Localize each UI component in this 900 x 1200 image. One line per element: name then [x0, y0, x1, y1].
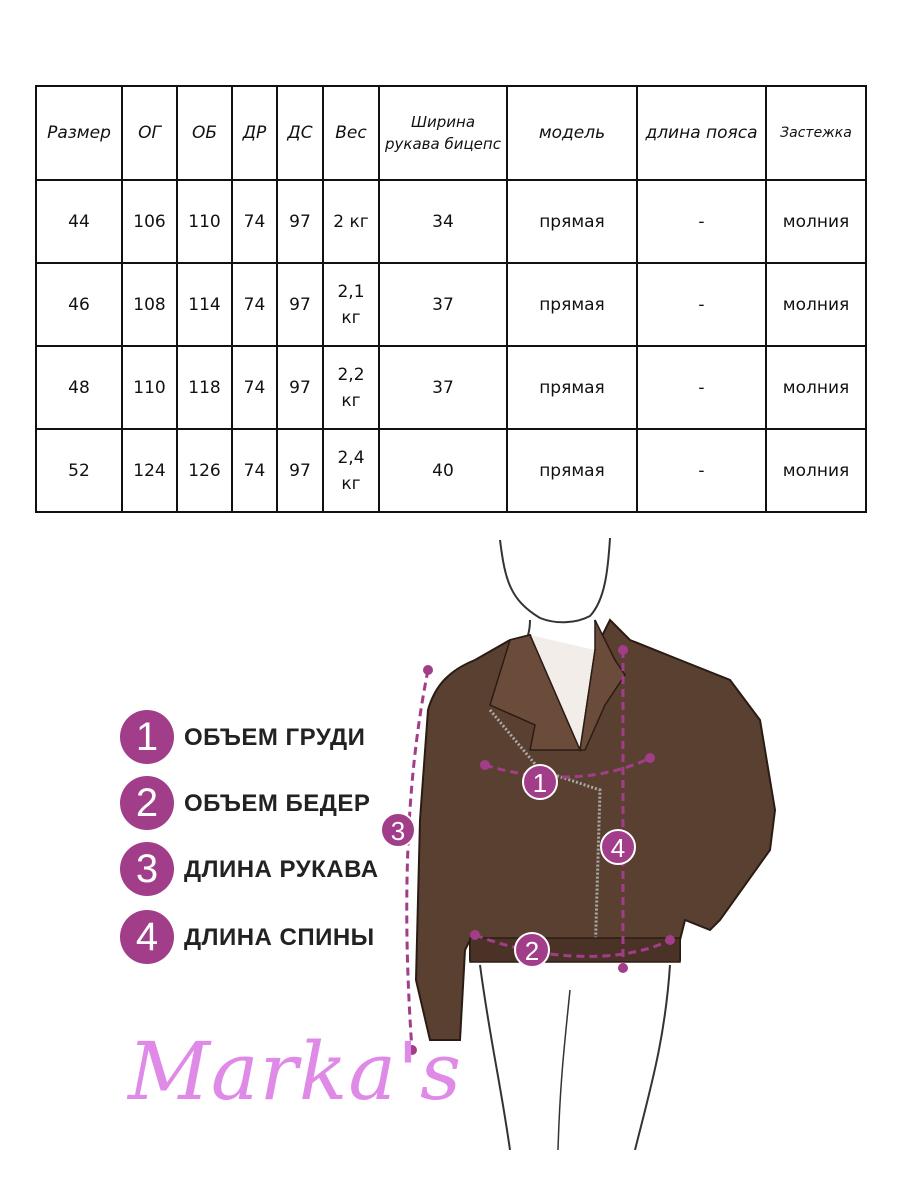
- cell-fastener: молния: [766, 429, 866, 512]
- svg-text:3: 3: [390, 816, 406, 846]
- cell-fastener: молния: [766, 263, 866, 346]
- cell-model: прямая: [507, 180, 637, 263]
- cell-sleeve-width: 40: [379, 429, 507, 512]
- cell-model: прямая: [507, 346, 637, 429]
- table-row: [36, 346, 866, 429]
- legend-number-badge: 2: [120, 776, 174, 830]
- cell-model: прямая: [507, 429, 637, 512]
- cell-ds: 97: [277, 263, 323, 346]
- legend-label: ОБЪЕМ ГРУДИ: [184, 724, 366, 751]
- legend-label: ОБЪЕМ БЕДЕР: [184, 790, 371, 817]
- header-dr: ДР: [232, 86, 277, 180]
- table-row: [36, 429, 866, 512]
- header-model: модель: [507, 86, 637, 180]
- cell-belt-length: -: [637, 429, 766, 512]
- header-sleeve-width: Ширина рукава бицепс: [379, 86, 507, 180]
- cell-weight: 2,2 кг: [323, 346, 379, 429]
- legend-item-back: [120, 910, 420, 966]
- cell-fastener: молния: [766, 180, 866, 263]
- cell-weight: 2,1 кг: [323, 263, 379, 346]
- neck-outline: [500, 538, 610, 622]
- legend-number-badge: 3: [120, 842, 174, 896]
- table-row: [36, 180, 866, 263]
- legend-item-chest: [120, 710, 420, 766]
- cell-og: 124: [122, 429, 177, 512]
- cell-ob: 110: [177, 180, 232, 263]
- cell-sleeve-width: 37: [379, 263, 507, 346]
- header-fastener: Застежка: [766, 86, 866, 180]
- cell-ds: 97: [277, 346, 323, 429]
- legend-label: ДЛИНА СПИНЫ: [184, 924, 375, 951]
- table-row: [36, 263, 866, 346]
- cell-weight: 2,4 кг: [323, 429, 379, 512]
- brand-logo: Marka's: [128, 1025, 463, 1118]
- header-size: Размер: [36, 86, 122, 180]
- marker-2: [515, 933, 549, 967]
- cell-ob: 118: [177, 346, 232, 429]
- size-chart-table: [35, 85, 867, 513]
- legend-label: ДЛИНА РУКАВА: [184, 856, 379, 883]
- header-ds: ДС: [277, 86, 323, 180]
- header-ob: ОБ: [177, 86, 232, 180]
- cell-size: 52: [36, 429, 122, 512]
- svg-text:4: 4: [610, 833, 626, 863]
- cell-dr: 74: [232, 346, 277, 429]
- header-belt-length: длина пояса: [637, 86, 766, 180]
- cell-ds: 97: [277, 429, 323, 512]
- svg-text:2: 2: [524, 936, 540, 966]
- header-weight: Вес: [323, 86, 379, 180]
- cell-dr: 74: [232, 180, 277, 263]
- legend-number-badge: 4: [120, 910, 174, 964]
- cell-fastener: молния: [766, 346, 866, 429]
- cell-model: прямая: [507, 263, 637, 346]
- cell-size: 48: [36, 346, 122, 429]
- cell-ob: 114: [177, 263, 232, 346]
- marker-4: [601, 830, 635, 864]
- legend-item-hips: [120, 776, 420, 832]
- cell-belt-length: -: [637, 263, 766, 346]
- cell-og: 110: [122, 346, 177, 429]
- cell-dr: 74: [232, 429, 277, 512]
- measurement-illustration: [0, 520, 900, 1200]
- table-header-row: [36, 86, 866, 180]
- legend-item-sleeve: [120, 842, 420, 898]
- cell-belt-length: -: [637, 346, 766, 429]
- marker-1: [523, 765, 557, 799]
- marker-3: [381, 813, 415, 847]
- cell-size: 44: [36, 180, 122, 263]
- cell-sleeve-width: 37: [379, 346, 507, 429]
- legend-number-badge: 1: [120, 710, 174, 764]
- header-og: ОГ: [122, 86, 177, 180]
- cell-belt-length: -: [637, 180, 766, 263]
- cell-weight: 2 кг: [323, 180, 379, 263]
- cell-ds: 97: [277, 180, 323, 263]
- cell-og: 108: [122, 263, 177, 346]
- cell-size: 46: [36, 263, 122, 346]
- cell-sleeve-width: 34: [379, 180, 507, 263]
- cell-ob: 126: [177, 429, 232, 512]
- svg-text:1: 1: [532, 768, 548, 798]
- cell-og: 106: [122, 180, 177, 263]
- cell-dr: 74: [232, 263, 277, 346]
